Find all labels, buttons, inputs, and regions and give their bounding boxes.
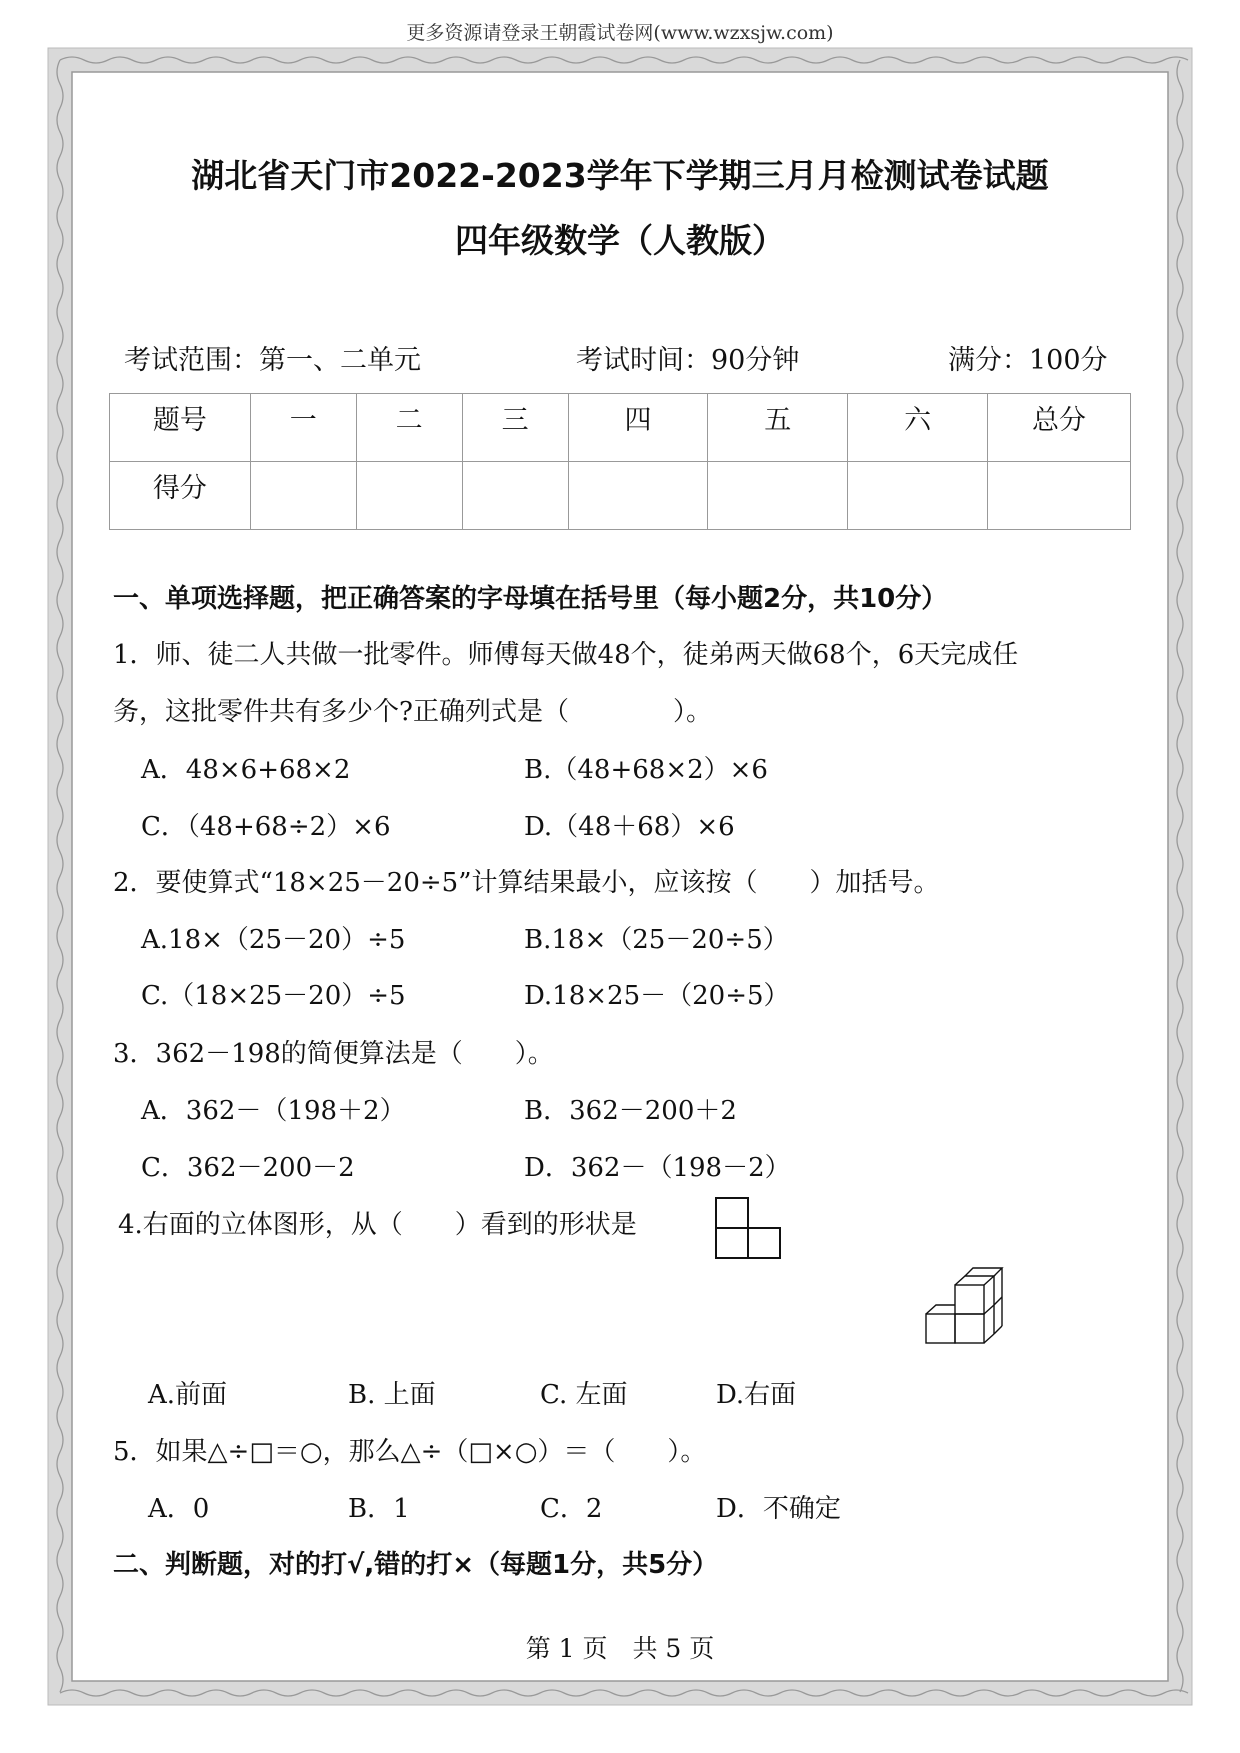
q1-stem-line2: 务，这批零件共有多少个?正确列式是（ ）。 [113,697,712,727]
header-cell: 总分 [988,394,1131,462]
q4-option-b: B. 上面 [348,1380,436,1410]
section1-heading: 一、单项选择题，把正确答案的字母填在括号里（每小题2分，共10分） [113,584,948,614]
q3-stem: 3．362－198的简便算法是（ ）。 [113,1039,554,1069]
page-footer: 第 1 页 共 5 页 [525,1634,715,1663]
section2-heading: 二、判断题，对的打√,错的打×（每题1分，共5分） [113,1550,719,1580]
header-cell: 四 [568,394,708,462]
q5-stem: 5．如果△÷□＝○，那么△÷（□×○）＝（ ）。 [113,1437,707,1467]
header-cell: 一 [250,394,356,462]
score-cell[interactable] [356,462,462,530]
exam-time: 考试时间：90分钟 [576,345,800,376]
full-score: 满分：100分 [948,345,1108,376]
cube-stack-figure [924,1262,1014,1346]
header-cell: 五 [708,394,848,462]
q4-option-d: D.右面 [716,1380,797,1410]
q2-option-d: D.18×25－（20÷5） [524,981,790,1011]
site-banner: 更多资源请登录王朝霞试卷网(www.wzxsjw.com) [406,22,834,44]
q3-option-c: C．362－200－2 [141,1153,355,1183]
score-table-header-row [110,394,1131,462]
header-cell: 六 [848,394,988,462]
q4-option-a: A.前面 [148,1380,228,1410]
q1-option-a: A．48×6+68×2 [141,755,351,785]
header-cell: 题号 [110,394,251,462]
q1-option-c: C．（48+68÷2）×6 [141,812,391,842]
q5-option-a: A．0 [148,1494,210,1524]
view-shape-figure [714,1196,784,1262]
q2-stem: 2．要使算式“18×25－20÷5”计算结果最小，应该按（ ）加括号。 [113,868,940,898]
score-cell[interactable] [708,462,848,530]
score-cell[interactable] [988,462,1131,530]
exam-title: 湖北省天门市2022-2023学年下学期三月月检测试卷试题 [191,156,1049,195]
exam-subtitle: 四年级数学（人教版） [455,221,785,260]
header-cell: 二 [356,394,462,462]
q1-stem-line1: 1．师、徒二人共做一批零件。师傅每天做48个，徒弟两天做68个，6天完成任 [113,640,1019,670]
q5-option-c: C．2 [540,1494,603,1524]
score-cell[interactable] [250,462,356,530]
q5-option-b: B．1 [348,1494,410,1524]
q2-option-b: B.18×（25－20÷5） [524,925,789,955]
header-cell: 三 [462,394,568,462]
q4-option-c: C. 左面 [540,1380,628,1410]
q3-option-a: A．362－（198＋2） [141,1096,406,1126]
q2-option-a: A.18×（25－20）÷5 [141,925,406,955]
q2-option-c: C.（18×25－20）÷5 [141,981,406,1011]
row-label-cell: 得分 [110,462,251,530]
exam-scope: 考试范围：第一、二单元 [124,345,421,376]
score-cell[interactable] [568,462,708,530]
q3-option-b: B．362－200＋2 [524,1096,737,1126]
score-table [109,393,1131,530]
q3-option-d: D．362－（198－2） [524,1153,791,1183]
score-table-score-row [110,462,1131,530]
score-cell[interactable] [848,462,988,530]
q4-stem: 4.右面的立体图形，从（ ）看到的形状是 [118,1210,637,1240]
q5-option-d: D．不确定 [716,1494,841,1524]
score-cell[interactable] [462,462,568,530]
q1-option-d: D.（48＋68）×6 [524,812,735,842]
q1-option-b: B.（48+68×2）×6 [524,755,768,785]
